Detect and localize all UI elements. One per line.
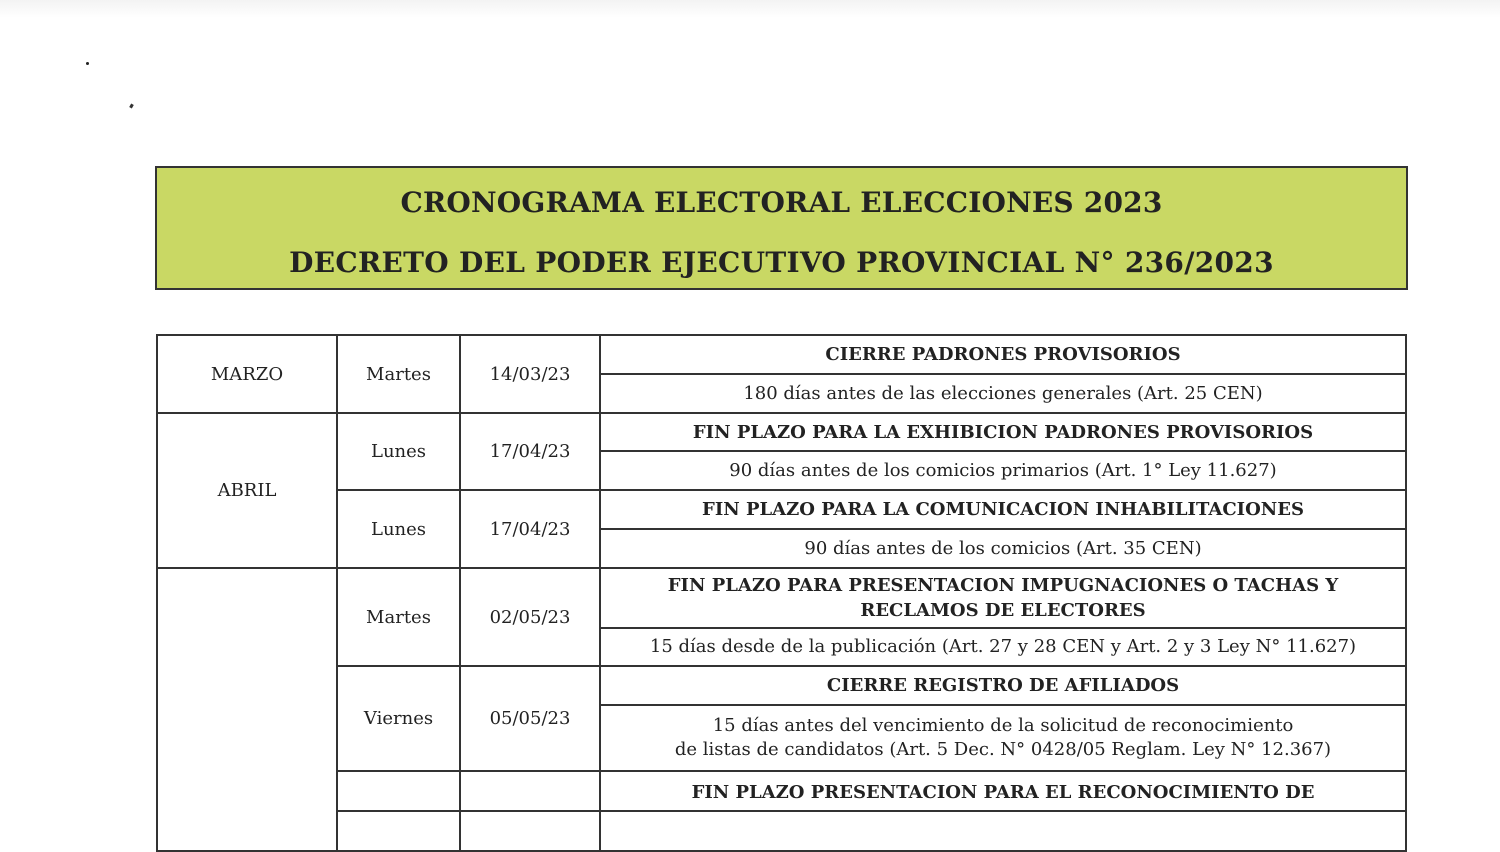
month-cell: MARZO (157, 335, 337, 413)
event-title (600, 568, 1406, 628)
table-row (157, 490, 1406, 529)
event-title: FIN PLAZO PARA LA EXHIBICION PADRONES PROVISORIOS (600, 413, 1406, 451)
weekday-cell: Martes (337, 335, 460, 413)
table-row (157, 666, 1406, 705)
date-cell: 17/04/23 (460, 413, 600, 490)
weekday-cell (337, 811, 460, 851)
scan-speck (86, 62, 89, 65)
event-description: 90 días antes de los comicios primarios (Art. 1° Ley 11.627) (600, 451, 1406, 490)
date-cell: 02/05/23 (460, 568, 600, 666)
event-description: 180 días antes de las elecciones generales (Art. 25 CEN) (600, 374, 1406, 413)
month-cell (157, 568, 337, 851)
event-description: 15 días desde de la publicación (Art. 27 y 28 CEN y Art. 2 y 3 Ley N° 11.627) (600, 628, 1406, 666)
schedule-table (156, 334, 1407, 852)
event-title-line: FIN PLAZO PARA PRESENTACION IMPUGNACIONES O TACHAS Y (667, 575, 1339, 596)
document-subtitle: DECRETO DEL PODER EJECUTIVO PROVINCIAL N° 236/2023 (289, 246, 1274, 279)
date-cell (460, 771, 600, 811)
event-description-line: 15 días antes del vencimiento de la solicitud de reconocimiento (712, 715, 1294, 736)
date-cell: 05/05/23 (460, 666, 600, 771)
month-cell: ABRIL (157, 413, 337, 568)
document-header (155, 166, 1408, 290)
scan-speck (129, 104, 134, 109)
event-description (600, 705, 1406, 771)
event-title: FIN PLAZO PARA LA COMUNICACION INHABILITACIONES (600, 490, 1406, 529)
event-title: FIN PLAZO PRESENTACION PARA EL RECONOCIMIENTO DE (600, 771, 1406, 811)
date-cell (460, 811, 600, 851)
weekday-cell: Lunes (337, 490, 460, 568)
table-row (157, 335, 1406, 374)
table-row (157, 568, 1406, 628)
event-title: CIERRE PADRONES PROVISORIOS (600, 335, 1406, 374)
weekday-cell (337, 771, 460, 811)
scan-edge-shade (0, 0, 1500, 18)
weekday-cell: Lunes (337, 413, 460, 490)
event-title: CIERRE REGISTRO DE AFILIADOS (600, 666, 1406, 705)
event-description-line: de listas de candidatos (Art. 5 Dec. N° 0428/05 Reglam. Ley N° 12.367) (674, 739, 1332, 760)
weekday-cell: Viernes (337, 666, 460, 771)
event-description (600, 811, 1406, 851)
table-row (157, 413, 1406, 451)
event-description: 90 días antes de los comicios (Art. 35 CEN) (600, 529, 1406, 568)
date-cell: 14/03/23 (460, 335, 600, 413)
event-title-line: RECLAMOS DE ELECTORES (860, 600, 1146, 621)
weekday-cell: Martes (337, 568, 460, 666)
table-row (157, 771, 1406, 811)
table-row (157, 811, 1406, 851)
document-title: CRONOGRAMA ELECTORAL ELECCIONES 2023 (400, 186, 1163, 219)
date-cell: 17/04/23 (460, 490, 600, 568)
